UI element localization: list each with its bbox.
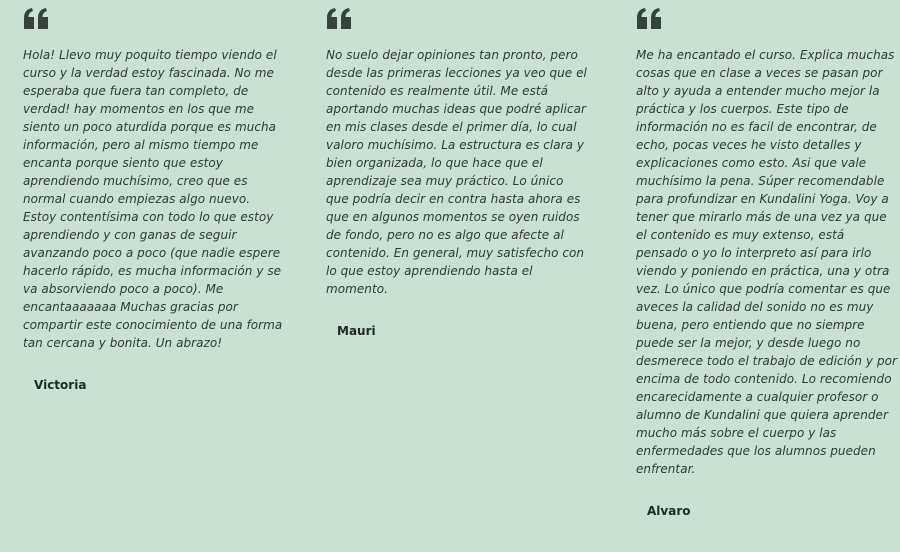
review-text: Hola! Llevo muy poquito tiempo viendo el curso y la verdad estoy fascinada. No me esperaba que fuera tan completo, de verdad! hay momentos en los que me siento un poco aturdida porque es mucha información, pero al mismo tiempo me encanta porque siento que estoy aprendiendo muchísimo, creo que es normal cuando empiezas algo nuevo. Estoy contentísima con todo lo que estoy aprendiendo y con ganas de seguir avanzando poco a poco (que nadie espere hacerlo rápido, es mucha información y se va absorviendo poco a poco). Me encantaaaaaaa Muchas gracias por compartir este conocimiento de una forma tan cercana y bonita. Un abrazo! [23, 48, 283, 350]
testimonial-card [636, 8, 898, 518]
testimonial-card [326, 8, 588, 338]
quote-icon [23, 8, 49, 30]
author-name: Mauri [337, 324, 376, 338]
review-text: No suelo dejar opiniones tan pronto, pero desde las primeras lecciones ya veo que el contenido es realmente útil. Me está aportando muchas ideas que podré aplicar en mis clases desde el primer día, lo cual valoro muchísimo. La estructura es clara y bien organizada, lo que hace que el aprendizaje sea muy práctico. Lo único que podría decir en contra hasta ahora es que en algunos momentos se oyen ruidos de fondo, pero no es algo que afecte al contenido. En general, muy satisfecho con lo que estoy aprendiendo hasta el momento. [326, 48, 587, 296]
testimonial-card [23, 8, 285, 392]
review-text: Me ha encantado el curso. Explica muchas cosas que en clase a veces se pasan por alto y ayuda a entender mucho mejor la práctica y los cuerpos. Este tipo de información no es facil de encontrar, de echo, pocas veces he visto detalles y explicaciones como esto. Asi que vale muchísimo la pena. Súper recomendable para profundizar en Kundalini Yoga. Voy a tener que mirarlo más de una vez ya que el contenido es muy extenso, está pensado o yo lo interpreto así para irlo viendo y poniendo en práctica, una y otra vez. Lo único que podría comentar es que aveces la calidad del sonido no es muy buena, pero entiendo que no siempre puede ser la mejor, y desde luego no desmerece todo el trabajo de edición y por encima de todo contenido. Lo recomiendo encarecidamente a cualquier profesor o alumno de Kundalini que quiera aprender mucho más sobre el cuerpo y las enfermedades que los alumnos pueden enfrentar. [636, 48, 897, 476]
quote-icon [636, 8, 662, 30]
author-name: Victoria [34, 378, 87, 392]
quote-icon [326, 8, 352, 30]
author-name: Alvaro [647, 504, 691, 518]
